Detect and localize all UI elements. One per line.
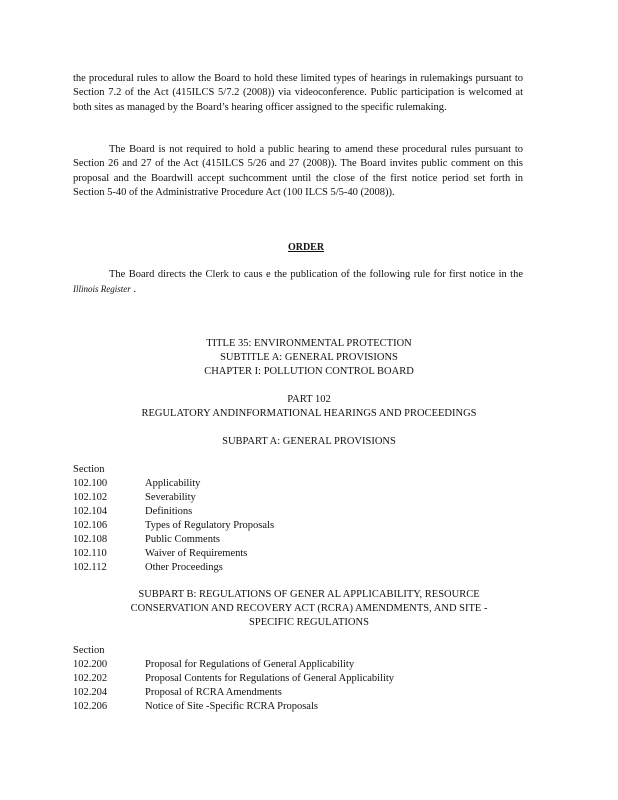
section-title: Waiver of Requirements: [145, 548, 248, 559]
toc-entry: [73, 533, 274, 547]
toc-entry: [73, 505, 274, 519]
section-number: 102.100: [73, 478, 108, 489]
chapter-line: CHAPTER I: POLLUTION CONTROL BOARD: [204, 366, 414, 377]
section-title: Proposal of RCRA Amendments: [145, 687, 282, 698]
toc-entry: [73, 519, 274, 533]
paragraph-text: the procedural rules to allow the Board to hold these limited types of hearings in rulemakings pursuant to Section 7.2 of the Act (415ILCS 5/7.2 (2008)) via videoconference. Public participation is welcomed at both sites as managed by the Board’s hearing officer assigned to the specific rulemaking.: [73, 73, 523, 113]
section-column-label: Section: [73, 645, 105, 656]
toc-entry: [73, 700, 394, 714]
section-title: Applicability: [145, 478, 201, 489]
section-number: 102.204: [73, 687, 108, 698]
directive-text: The Board directs the Clerk to caus e the publication of the following rule for first notice in the: [109, 269, 523, 280]
section-title: Severability: [145, 492, 196, 503]
toc-entry: [73, 561, 274, 575]
section-number: 102.200: [73, 659, 108, 670]
paragraph-public-comment: [73, 143, 523, 201]
subpart-b-heading-line1: SUBPART B: REGULATIONS OF GENER AL APPLICABILITY, RESOURCE: [138, 589, 480, 600]
section-column-label: Section: [73, 464, 105, 475]
toc-entry: [73, 491, 274, 505]
section-number: 102.112: [73, 562, 107, 573]
section-title: Proposal for Regulations of General Applicability: [145, 659, 355, 670]
section-title: Types of Regulatory Proposals: [145, 520, 275, 531]
directive-end: .: [130, 284, 136, 296]
toc-entry: [73, 547, 274, 561]
section-title: Proposal Contents for Regulations of General Applicability: [145, 673, 395, 684]
section-number: 102.106: [73, 520, 108, 531]
illinois-register-title: Illinois Register: [73, 284, 131, 295]
subpart-b-section-list: [73, 658, 394, 714]
subpart-a-heading: SUBPART A: GENERAL PROVISIONS: [222, 436, 396, 447]
section-number: 102.202: [73, 673, 108, 684]
toc-entry: [73, 686, 394, 700]
subpart-b-heading-line2: CONSERVATION AND RECOVERY ACT (RCRA) AMENDMENTS, AND SITE -: [130, 603, 488, 614]
paragraph-text: The Board is not required to hold a public hearing to amend these procedural rules pursuant to Section 26 and 27 of the Act (415ILCS 5/26 and 27 (2008)). The Board invites public comment on this proposal and the Boardwill accept suchcomment until the close of the first notice period set forth in Section 5-40 of the Administrative Procedure Act (100 ILCS 5/5-40 (2008)).: [73, 144, 523, 199]
paragraph-text: [73, 268, 523, 298]
section-number: 102.206: [73, 701, 108, 712]
part-line: PART 102: [287, 394, 331, 405]
part-name-line: REGULATORY ANDINFORMATIONAL HEARINGS AND PROCEEDINGS: [141, 408, 477, 419]
subtitle-line: SUBTITLE A: GENERAL PROVISIONS: [220, 352, 398, 363]
toc-entry: [73, 477, 274, 491]
paragraph-videoconference: [73, 72, 523, 115]
subpart-a-section-list: [73, 477, 274, 575]
section-number: 102.102: [73, 492, 108, 503]
section-number: 102.104: [73, 506, 108, 517]
section-title: Notice of Site -Specific RCRA Proposals: [145, 701, 318, 712]
section-number: 102.110: [73, 548, 107, 559]
paragraph-directive: [73, 268, 523, 298]
toc-entry: [73, 658, 394, 672]
section-number: 102.108: [73, 534, 108, 545]
order-heading: [0, 241, 618, 255]
section-title: Other Proceedings: [145, 562, 223, 573]
toc-entry: [73, 672, 394, 686]
section-title: Public Comments: [145, 534, 220, 545]
section-title: Definitions: [145, 506, 193, 517]
title-line: TITLE 35: ENVIRONMENTAL PROTECTION: [206, 338, 412, 349]
subpart-b-heading-line3: SPECIFIC REGULATIONS: [249, 617, 369, 628]
order-heading-text: ORDER: [287, 242, 325, 253]
